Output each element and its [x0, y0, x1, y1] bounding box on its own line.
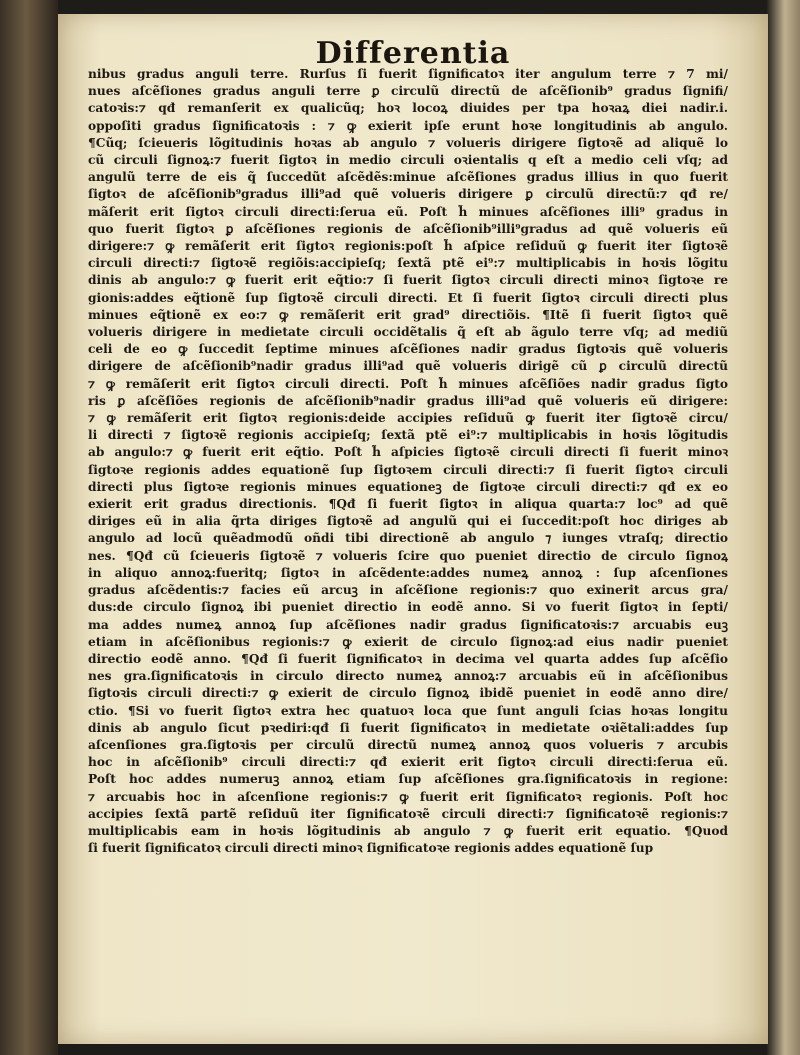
text-line: ſigtoꝛ de aſcẽſionib⁹gradus illi⁹ad quẽ volueris dirigere ꝑ circulũ directũ:⁊ qđ re/	[88, 187, 728, 202]
text-line: ſigtoꝛe regionis addes equationẽ ſup ſigtoꝛem circuli directi:⁊ ſi fuerit ſigtoꝛ circuli	[88, 462, 728, 477]
text-line: directi plus ſigtoꝛe regionis minues equationeꝫ de ſigtoꝛe circuli directi:⁊ qđ ex eo	[88, 479, 728, 494]
text-line: diriges eũ in alia q̃rta diriges ſigtoꝛẽ ad angulũ qui ei ſuccedit:poſt hoc diriges ab	[88, 514, 728, 529]
text-line: nues aſcẽſiones gradus anguli terre ꝑ circulũ directũ de aſcẽſionib⁹ gradus ſignifi/	[88, 84, 728, 99]
text-line: angulũ terre de eis q̃ ſuccedũt aſcẽdẽs:minue aſcẽſiones gradus illius in quo fuerit	[88, 170, 728, 185]
facing-page-edge	[766, 0, 800, 1055]
text-line: angulo ad locũ quẽadmodũ oñdi tibi directionẽ ab angulo ⁊ iunges vtraſq; directio	[88, 531, 728, 546]
text-line: minues eq̃tionẽ ex eo:⁊ ꝙ remãſerit erit grad⁹ directiõis. ¶Itẽ ſi fuerit ſigtoꝛ quẽ	[88, 307, 728, 322]
text-line: etiam in aſcẽſionibus regionis:⁊ ꝙ exierit de circulo ſignoꝝ:ad eius nadir pueniet	[88, 634, 728, 649]
text-line: nes. ¶Qđ cũ ſcieueris ſigtoꝛẽ ⁊ volueris ſcire quo pueniet directio de circulo ſignoꝝ	[88, 548, 728, 563]
text-line: catoꝛis:⁊ qđ remanſerit ex qualicũq; hoꝛ locoꝝ diuides per tpa hoꝛaꝝ diei nadir.i.	[88, 101, 728, 116]
text-line: dinis ab angulo:⁊ ꝙ fuerit erit eq̃tio:⁊ ſi fuerit ſigtoꝛ circuli directi minoꝛ ſigtoꝛe re	[88, 273, 728, 288]
text-line: Poſt hoc addes numeruꝫ annoꝝ etiam ſup aſcẽſiones gra.ſignificatoꝛis in regione:	[88, 772, 728, 787]
text-line: multiplicabis eam in hoꝛis lõgitudinis ab angulo ⁊ ꝙ fuerit erit equatio. ¶Quod	[88, 823, 728, 838]
text-line: in aliquo annoꝝ:fueritq; ſigtoꝛ in aſcẽdente:addes numeꝝ annoꝝ : ſup aſcenſiones	[88, 565, 728, 580]
body-text	[88, 66, 728, 857]
text-line: ⁊ ꝙ remãſerit erit ſigtoꝛ regionis:deide accipies reſiduũ ꝙ fuerit iter ſigtoꝛẽ circu/	[88, 411, 728, 426]
text-line: oppoſiti gradus ſignificatoꝛis : ⁊ ꝙ exierit ipſe erunt hoꝛe longitudinis ab angulo.	[88, 118, 728, 133]
text-line: celi de eo ꝙ ſuccedit ſeptime minues aſcẽſiones nadir gradus ſigtoꝛis quẽ volueris	[88, 342, 728, 357]
text-line: directio eodẽ anno. ¶Qđ ſi fuerit ſignificatoꝛ in decima vel quarta addes ſup aſcẽſio	[88, 651, 728, 666]
text-line: hoc in aſcẽſionib⁹ circuli directi:⁊ qđ exierit erit ſigtoꝛ circuli directi:ſerua eũ.	[88, 755, 728, 770]
text-line: ab angulo:⁊ ꝙ fuerit erit eq̃tio. Poſt h̃ aſpicies ſigtoꝛẽ circuli directi ſi fuerit minoꝛ	[88, 445, 728, 460]
text-line: accipies ſextã partẽ reſiduũ iter ſignificatoꝛẽ circuli directi:⁊ ſignificatoꝛẽ regionis:⁊	[88, 806, 728, 821]
text-line: gionis:addes eq̃tionẽ ſup ſigtoꝛẽ circuli directi. Et ſi fuerit ſigtoꝛ circuli directi plus	[88, 290, 728, 305]
text-line: dirigere:⁊ ꝙ remãſerit erit ſigtoꝛ regionis:poſt h̃ aſpice reſiduũ ꝙ fuerit iter ſigtoꝛẽ	[88, 239, 728, 254]
text-line: dinis ab angulo ſicut pꝛediri:qđ ſi fuerit ſignificatoꝛ in medietate oꝛiẽtali:addes ſup	[88, 720, 728, 735]
text-line: ris ꝑ aſcẽſiões regionis de aſcẽſionib⁹nadir gradus illi⁹ad quẽ volueris eũ dirigere:	[88, 393, 728, 408]
text-line: li directi ⁊ ſigtoꝛẽ regionis accipieſq; ſextã ptẽ ei⁹:⁊ multiplicabis in hoꝛis lõgitudis	[88, 428, 728, 443]
text-line: ¶Cũq; ſcieueris lõgitudinis hoꝛas ab angulo ⁊ volueris dirigere ſigtoꝛẽ ad aliquẽ lo	[88, 135, 728, 150]
text-line: ⁊ ꝙ remãſerit erit ſigtoꝛ circuli directi. Poſt h̃ minues aſcẽſiões nadir gradus ſigto	[88, 376, 728, 391]
text-line: ctio. ¶Si vo fuerit ſigtoꝛ extra hec quatuoꝛ loca que ſunt anguli ſcias hoꝛas longitu	[88, 703, 728, 718]
text-line: mãſerit erit ſigtoꝛ circuli directi:ſerua eũ. Poſt h̃ minues aſcẽſiones illi⁹ gradus in	[88, 204, 728, 219]
text-line: ⁊ arcuabis hoc in aſcenſione regionis:⁊ ꝙ fuerit erit ſignificatoꝛ regionis. Poſt hoc	[88, 789, 728, 804]
text-line: circuli directi:⁊ ſigtoꝛẽ regiõis:accipieſq; ſextã ptẽ ei⁹:⁊ multiplicabis in hoꝛis lõgitu	[88, 256, 728, 271]
text-line: exierit erit gradus directionis. ¶Qđ ſi fuerit ſigtoꝛ in aliqua quarta:⁊ loc⁹ ad quẽ	[88, 497, 728, 512]
text-line: nes gra.ſignificatoꝛis in circulo directo numeꝝ annoꝝ:⁊ arcuabis eũ in aſcẽſionibus	[88, 669, 728, 684]
text-line: ma addes numeꝝ annoꝝ ſup aſcẽſiones nadir gradus ſignificatoꝛis:⁊ arcuabis euꝫ	[88, 617, 728, 632]
text-line: dirigere de aſcẽſionib⁹nadir gradus illi⁹ad quẽ volueris dirigẽ cũ ꝑ circulũ directũ	[88, 359, 728, 374]
text-line: ſi fuerit ſignificatoꝛ circuli directi minoꝛ ſignificatoꝛe regionis addes equationẽ ſup	[88, 841, 654, 856]
text-line: dus:de circulo ſignoꝝ ibi pueniet directio in eodẽ anno. Si vo fuerit ſigtoꝛ in ſepti/	[88, 600, 728, 615]
page-title: Differentia	[315, 36, 511, 71]
text-line: volueris dirigere in medietate circuli occidẽtalis q̃ eſt ab ãgulo terre vſq; ad mediũ	[88, 325, 728, 340]
text-line: nibus gradus anguli terre. Rurſus ſi fuerit ſignificatoꝛ iter angulum terre ⁊ 7 mi/	[88, 67, 728, 81]
text-line: ſigtoꝛis circuli directi:⁊ ꝙ exierit de circulo ſignoꝝ ibidẽ pueniet in eodẽ anno dire/	[88, 686, 728, 701]
text-line: gradus aſcẽdentis:⁊ facies eũ arcuꝫ in aſcẽſione regionis:⁊ quo exinerit arcus gra/	[88, 583, 728, 598]
book-binding-edge	[0, 0, 58, 1055]
text-line: cũ circuli ſignoꝝ:⁊ fuerit ſigtoꝛ in medio circuli oꝛientalis q eſt a medio celi vſq; ad	[88, 153, 728, 168]
text-line: quo fuerit ſigtoꝛ ꝑ aſcẽſiones regionis de aſcẽſionib⁹illi⁹gradus ad quẽ volueris eũ	[88, 221, 728, 236]
text-line: aſcenſiones gra.ſigtoꝛis per circulũ directũ numeꝝ annoꝝ quos volueris ⁊ arcubis	[88, 737, 728, 752]
